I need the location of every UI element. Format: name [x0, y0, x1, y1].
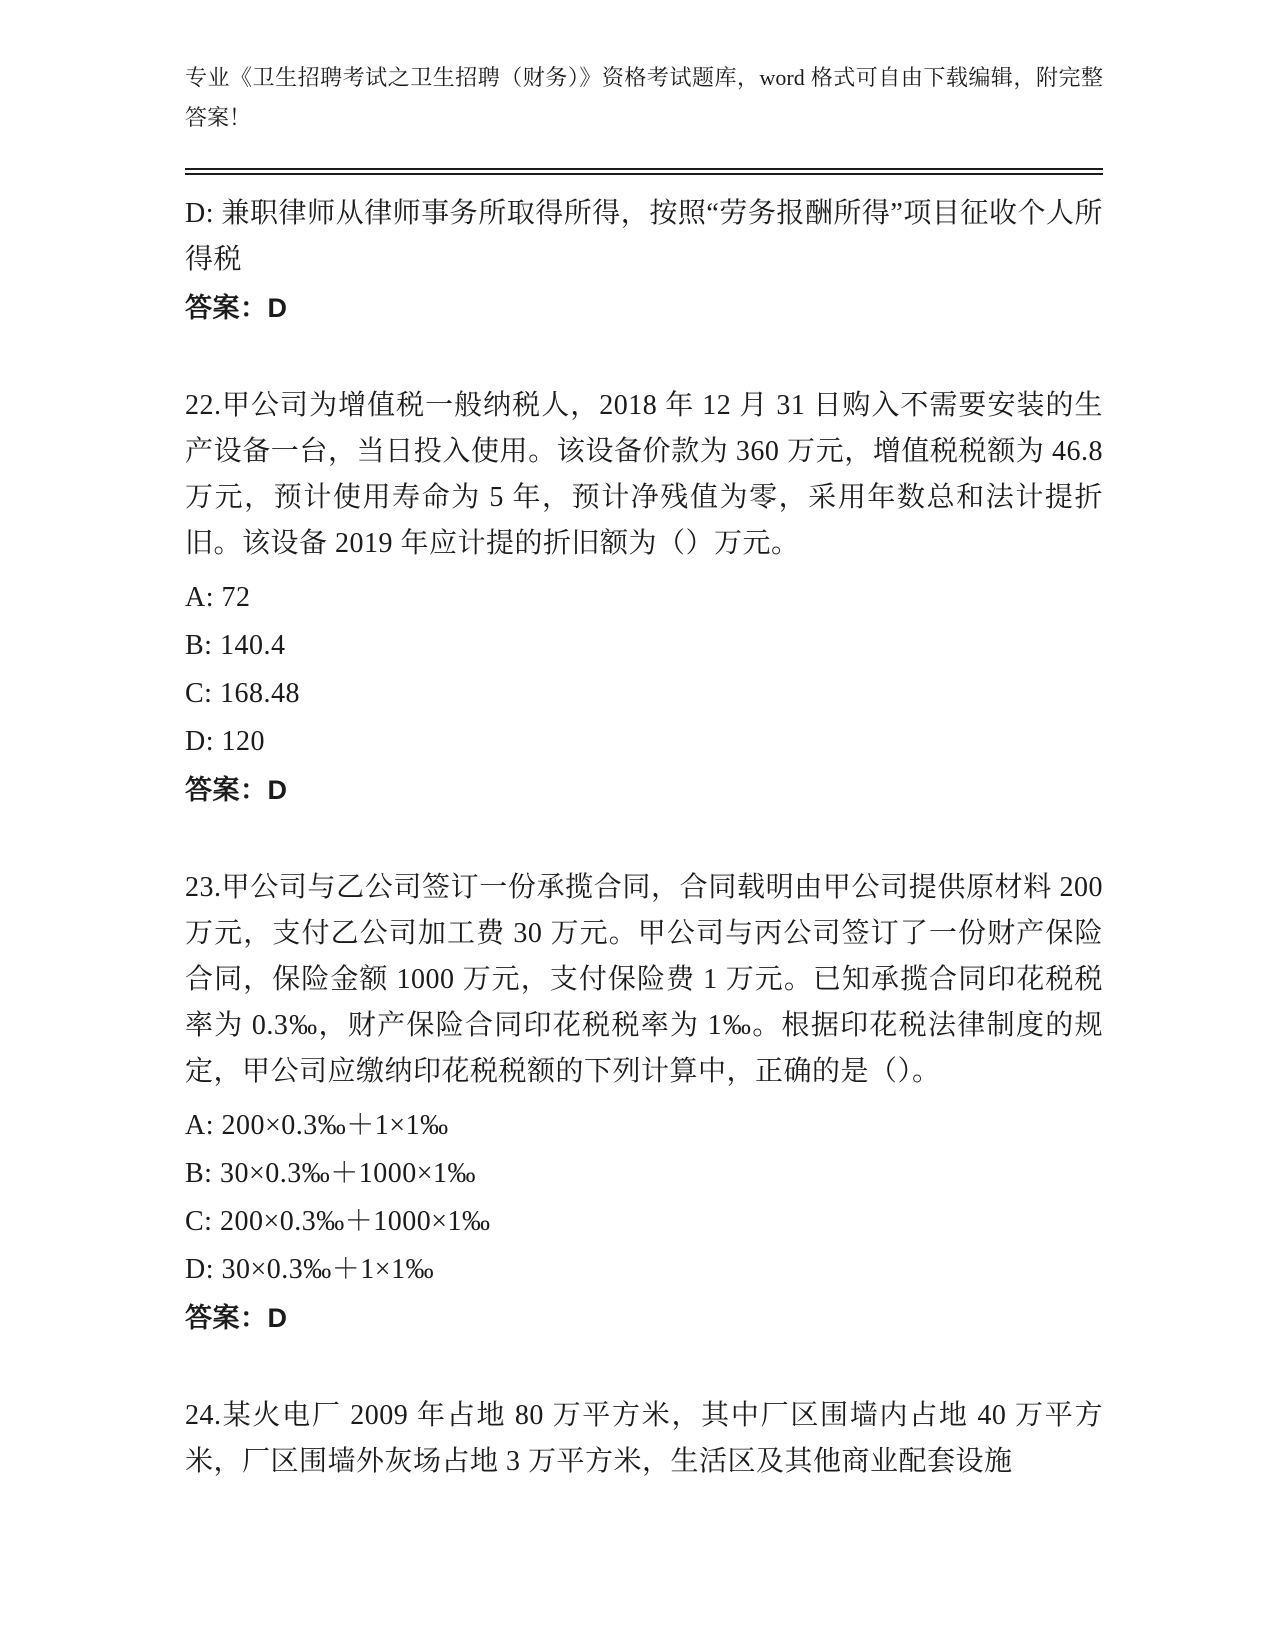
document-body [185, 191, 1103, 1485]
question-24-text: 24.某火电厂 2009 年占地 80 万平方米，其中厂区围墙内占地 40 万平方米，厂区围墙外灰场占地 3 万平方米，生活区及其他商业配套设施 [185, 1400, 1103, 1477]
question-22-text: 22.甲公司为增值税一般纳税人，2018 年 12 月 31 日购入不需要安装的生产设备一台，当日投入使用。该设备价款为 360 万元，增值税税额为 46.8 万元，预计使用寿命为 5 年，预计净残值为零，采用年数总和法计提折旧。该设备 2019 年应计提的折旧额为（）万元。 [185, 390, 1103, 559]
question-22-option-c: C: 168.48 [185, 678, 300, 709]
question-22-block [185, 383, 1103, 813]
question-23-option-c: C: 200×0.3‰＋1000×1‰ [185, 1206, 491, 1237]
carryover-answer: 答案：D [185, 293, 288, 323]
carryover-question-block [185, 191, 1103, 331]
question-23-option-a: A: 200×0.3‰＋1×1‰ [185, 1110, 449, 1141]
question-22-option-d: D: 120 [185, 726, 265, 757]
carryover-option-d: D: 兼职律师从律师事务所取得所得，按照“劳务报酬所得”项目征收个人所得税 [185, 198, 1103, 275]
question-22-option-b: B: 140.4 [185, 630, 286, 661]
question-24-block [185, 1393, 1103, 1485]
question-23-option-d: D: 30×0.3‰＋1×1‰ [185, 1254, 435, 1285]
question-22-answer: 答案：D [185, 775, 288, 805]
question-23-block [185, 865, 1103, 1341]
question-23-text: 23.甲公司与乙公司签订一份承揽合同，合同载明由甲公司提供原材料 200 万元，支付乙公司加工费 30 万元。甲公司与丙公司签订了一份财产保险合同，保险金额 1000 万元，支付保险费 1 万元。已知承揽合同印花税税率为 0.3‰，财产保险合同印花税税率为 1‰。根据印花税法律制度的规定，甲公司应缴纳印花税税额的下列计算中，正确的是（）。 [185, 872, 1103, 1087]
question-22-option-a: A: 72 [185, 582, 251, 613]
question-23-answer: 答案：D [185, 1303, 288, 1333]
page-header [185, 58, 1103, 175]
header-divider-rule [185, 168, 1103, 175]
question-23-option-b: B: 30×0.3‰＋1000×1‰ [185, 1158, 477, 1189]
header-text: 专业《卫生招聘考试之卫生招聘（财务）》资格考试题库，word 格式可自由下载编辑，附完整答案！ [185, 65, 1103, 130]
